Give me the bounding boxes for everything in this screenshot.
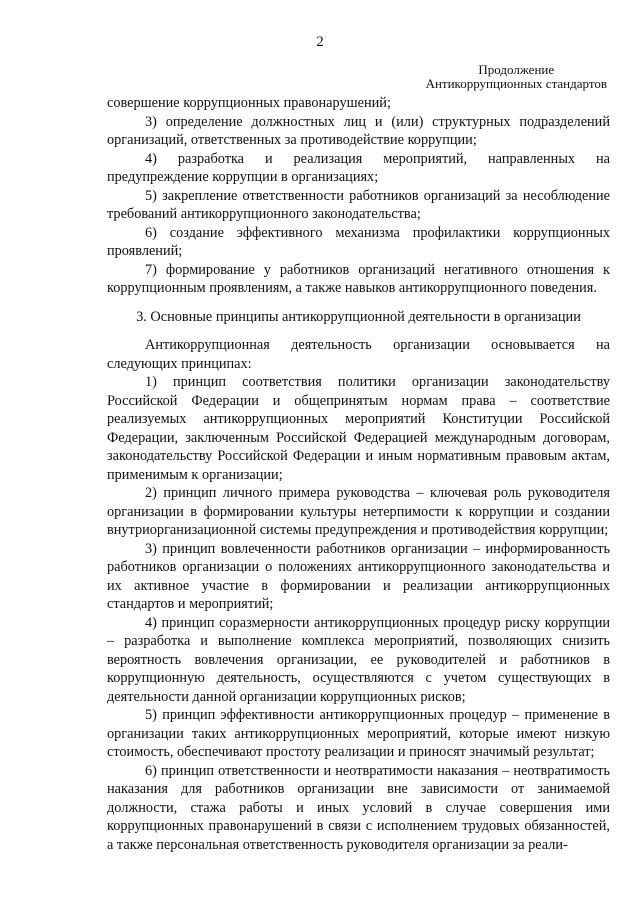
continuation-document-title: Антикоррупционных стандартов (425, 76, 607, 91)
paragraph: 6) принцип ответственности и неотвратимости наказания – неотвратимость наказания для работников организации вне зависимости от занимаемой должности, стажа работы и иных условий в случае совершения ими коррупционных правонарушений в связи с исполнением трудовых обязанностей, а также персональная ответственность руководителя организации за реали- (107, 762, 610, 853)
paragraph: 6) создание эффективного механизма профилактики коррупционных проявлений; (107, 224, 610, 259)
paragraph: 4) принцип соразмерности антикоррупционных процедур риску коррупции – разработка и выполнение комплекса мероприятий, позволяющих снизить вероятность вовлечения организации, ее руководителей и работников в коррупционную деятельность, осуществляются с учетом существующих в деятельности данной организации коррупционных рисков; (107, 614, 610, 705)
continuation-header (426, 63, 607, 91)
paragraph: 3) принцип вовлеченности работников организации – информированность работников организации о положениях антикоррупционного законодательства и их активное участие в формировании и реализации антикоррупционных стандартов и мероприятий; (107, 540, 610, 612)
paragraph: 5) закрепление ответственности работников организаций за несоблюдение требований антикоррупционного законодательства; (107, 187, 610, 222)
continuation-label: Продолжение (478, 62, 555, 77)
paragraph: Антикоррупционная деятельность организации основывается на следующих принципах: (107, 337, 610, 372)
document-body (107, 94, 610, 854)
paragraph: 7) формирование у работников организаций негативного отношения к коррупционным проявлениям, а также навыков антикоррупционного поведения. (107, 261, 610, 296)
section-heading: 3. Основные принципы антикоррупционной деятельности в организации (136, 308, 581, 325)
paragraph: 2) принцип личного примера руководства – ключевая роль руководителя организации в формировании культуры нетерпимости к коррупции и создании внутриорганизационной системы предупреждения и противодействия коррупции; (107, 485, 610, 538)
page-number: 2 (316, 34, 324, 50)
paragraph: 3) определение должностных лиц и (или) структурных подразделений организаций, ответственных за противодействие коррупции; (107, 113, 610, 148)
paragraph: 5) принцип эффективности антикоррупционных процедур – применение в организации таких антикоррупционных мероприятий, которые имеют низкую стоимость, обеспечивают простоту реализации и приносят значимый результат; (107, 707, 610, 760)
paragraph: 4) разработка и реализация мероприятий, направленных на предупреждение коррупции в организациях; (107, 150, 610, 185)
paragraph: 1) принцип соответствия политики организации законодательству Российской Федерации и общепринятым нормам права – соответствие реализуемых антикоррупционных мероприятий Конституции Российской Федерации, заключенным Российской Федерацией международным договорам, законодательству Российской Федерации и иным нормативным правовым актам, применимым к организации; (107, 374, 610, 483)
paragraph: совершение коррупционных правонарушений; (107, 95, 391, 111)
